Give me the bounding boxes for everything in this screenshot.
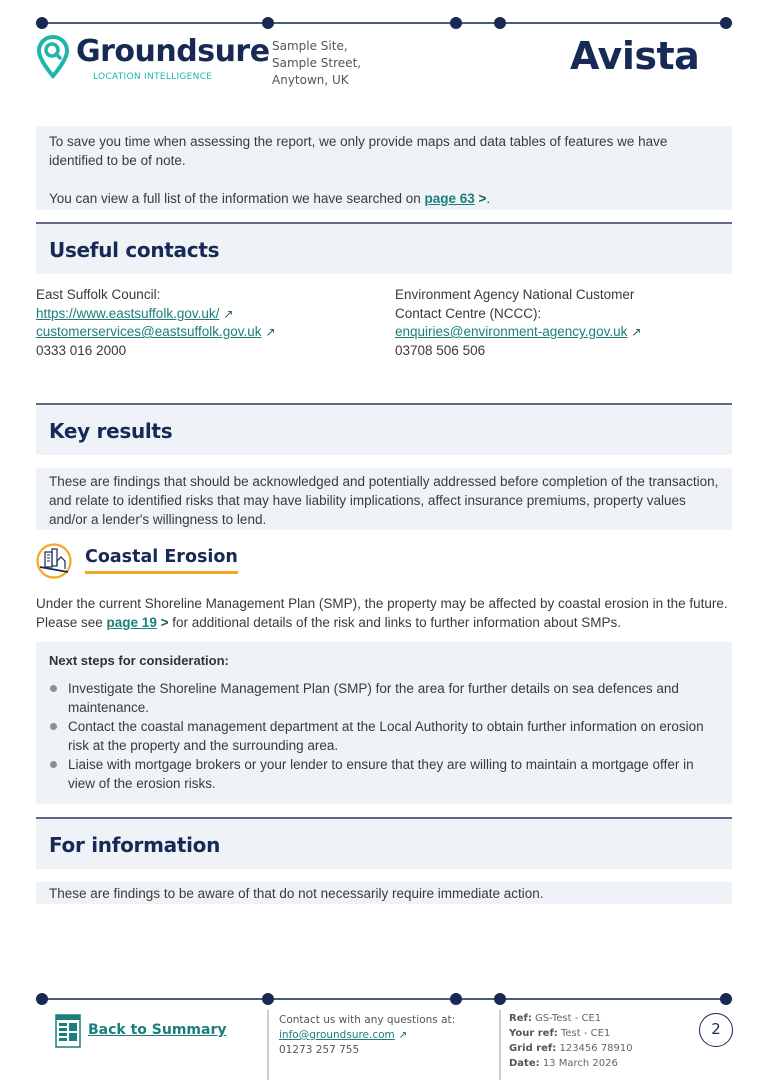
contact-phone: 03708 506 506 [395,342,486,358]
groundsure-logo [36,34,270,86]
link-arrow: > [160,615,169,630]
council-website-link[interactable]: https://www.eastsuffolk.gov.uk/ [36,305,220,321]
for-information-description [36,882,732,904]
location-pin-icon [36,34,70,80]
intro-paragraph-searched [49,189,719,208]
for-information-header [36,817,732,869]
timeline-dot [494,17,506,29]
external-link-icon: ↗ [265,325,276,339]
ref-value: GS-Test - CE1 [535,1013,602,1024]
timeline-dot [720,993,732,1005]
section-title: Useful contacts [49,238,220,262]
footer-contact [279,1013,455,1058]
council-email-link[interactable]: customerservices@eastsuffolk.gov.uk [36,324,262,339]
timeline-dot [36,993,48,1005]
grid-ref-label: Grid ref: [509,1043,557,1054]
next-steps-panel [36,642,732,804]
environment-agency-contact [395,286,641,360]
section-title: For information [49,833,221,857]
address-line: Anytown, UK [272,73,349,87]
timeline-dot [36,17,48,29]
feature-title: Coastal Erosion [85,547,238,574]
timeline-dot [450,17,462,29]
list-item: Contact the coastal management department at the Local Authority to obtain further information on erosion risk at the property and the surrounding area. [49,717,719,755]
logo-wordmark: Groundsure [76,34,270,69]
link-arrow: > [478,191,487,206]
intro-panel [36,126,732,210]
external-link-icon: ↗ [631,325,642,339]
timeline-dot [450,993,462,1005]
useful-contacts-header [36,222,732,274]
key-results-description [36,468,732,530]
contact-name: Environment Agency National Customer [395,287,635,302]
summary-table-icon [55,1014,81,1048]
your-ref-label: Your ref: [509,1028,558,1039]
header-timeline [42,22,726,24]
groundsure-email-link[interactable]: info@groundsure.com [279,1029,395,1041]
page-63-link[interactable]: page 63 [424,191,475,206]
grid-ref-value: 123456 78910 [559,1043,633,1054]
footer-timeline [42,998,726,1000]
site-address [272,38,361,89]
external-link-icon: ↗ [398,1030,408,1041]
timeline-dot [262,993,274,1005]
key-results-header [36,403,732,455]
logo-tagline: LOCATION INTELLIGENCE [93,72,213,82]
list-item: Investigate the Shoreline Management Plan (SMP) for the area for further details on sea defences and maintenance. [49,679,719,717]
address-line: Sample Street, [272,56,362,70]
timeline-dot [262,17,274,29]
back-to-summary-label[interactable]: Back to Summary [88,1022,227,1038]
date-value: 13 March 2026 [542,1058,618,1069]
your-ref-value: Test - CE1 [560,1028,611,1039]
council-contact [36,286,276,360]
page-19-link[interactable]: page 19 [106,615,157,630]
external-link-icon: ↗ [223,306,234,321]
contact-name: East Suffolk Council: [36,287,161,302]
footer-divider [267,1010,269,1080]
list-item: Liaise with mortgage brokers or your lender to ensure that they are willing to maintain a mortgage offer in view of the erosion risks. [49,755,719,793]
summary-text: Under the current Shoreline Management Plan (SMP), the property may be affected by coastal erosion in the future. Please see [36,596,728,630]
next-steps-list [49,679,719,793]
client-logo: Avista [570,34,700,78]
intro-paragraph: To save you time when assessing the report, we only provide maps and data tables of features we have identified to be of note. [49,134,668,168]
description-text: These are findings that should be acknowledged and potentially addressed before completion of the transaction, and relate to identified risks that may have liability implications, affect insurance premiums, property values and/or a lender's willingness to lend. [49,474,719,527]
contact-phone: 0333 016 2000 [36,342,127,358]
page-number: 2 [699,1013,733,1047]
coastal-erosion-icon [36,543,72,579]
footer-divider [499,1010,501,1080]
description-text: These are findings to be aware of that do not necessarily require immediate action. [49,886,544,901]
address-line: Sample Site, [272,39,348,53]
next-steps-heading: Next steps for consideration: [49,653,229,668]
contact-name-cont: Contact Centre (NCCC): [395,305,542,321]
ea-email-link[interactable]: enquiries@environment-agency.gov.uk [395,324,628,339]
coastal-erosion-summary [36,594,736,632]
intro-text-end: . [486,191,491,206]
intro-text: You can view a full list of the information we have searched on [49,191,425,206]
contact-phone: 01273 257 755 [279,1044,360,1056]
date-label: Date: [509,1058,540,1069]
summary-text-end: for additional details of the risk and links to further information about SMPs. [168,615,621,630]
ref-label: Ref: [509,1013,532,1024]
section-title: Key results [49,419,173,443]
timeline-dot [720,17,732,29]
timeline-dot [494,993,506,1005]
footer-references [509,1011,633,1071]
contact-prompt: Contact us with any questions at: [279,1014,456,1026]
